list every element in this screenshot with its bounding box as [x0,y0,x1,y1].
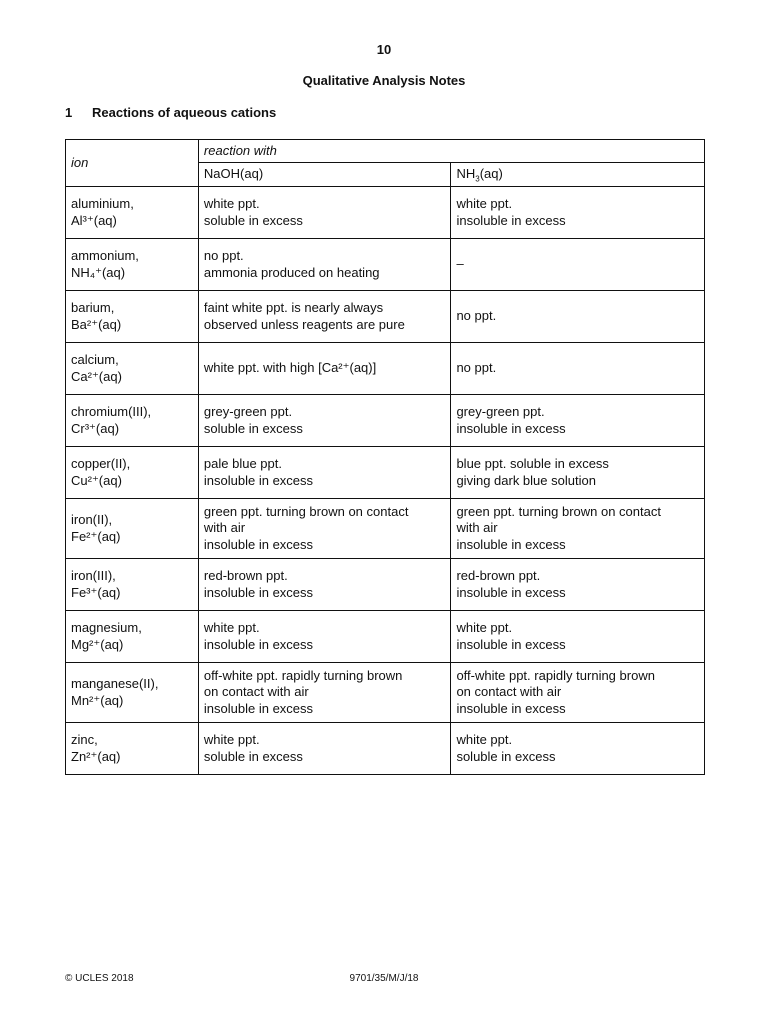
table-row [66,239,705,291]
nh3-reaction-cell [451,187,705,239]
nh3-reaction-line: green ppt. turning brown on contact [456,503,661,519]
ion-formula: Zn²⁺(aq) [71,748,121,764]
naoh-reaction-line: off-white ppt. rapidly turning brown [203,667,403,683]
nh3-reaction-line: no ppt. [456,360,497,376]
ion-name: calcium, [71,352,119,367]
section-heading [65,105,276,120]
nh3-reaction-line: insoluble in excess [456,700,566,716]
table-row [66,663,705,723]
ion-name: barium, [71,300,115,315]
naoh-reaction-line: pale blue ppt. [203,456,282,471]
naoh-reaction-line: white ppt. [203,620,260,635]
nh3-reaction-line: on contact with air [456,684,562,700]
naoh-reaction-line: observed unless reagents are pure [203,316,405,332]
ion-formula: Cr³⁺(aq) [71,420,120,436]
ion-formula: Mn²⁺(aq) [71,692,124,708]
nh3-reaction-cell [451,559,705,611]
nh3-reaction-cell [451,395,705,447]
nh3-reaction-line: insoluble in excess [456,584,566,600]
nh3-reaction-line: off-white ppt. rapidly turning brown [456,667,655,683]
naoh-reaction-line: grey-green ppt. [203,404,293,419]
ion-cell [66,499,199,559]
table-row [66,343,705,395]
nh3-reaction-line: no ppt. [456,308,497,324]
table-body [66,187,705,775]
ion-formula: Mg²⁺(aq) [71,636,124,652]
section-number: 1 [65,105,73,120]
naoh-reaction-cell [198,343,451,395]
nh3-column-header [451,163,705,187]
naoh-reaction-cell [198,447,451,499]
ion-column-header: ion [66,140,199,187]
ion-formula: Fe²⁺(aq) [71,528,121,544]
footer-paper-code: 9701/35/M/J/18 [349,973,419,984]
naoh-reaction-line: with air [203,520,246,536]
ion-cell [66,447,199,499]
nh3-reaction-line: insoluble in excess [456,636,566,652]
naoh-reaction-cell [198,239,451,291]
naoh-reaction-line: soluble in excess [203,748,303,764]
ion-name: manganese(II), [71,676,159,691]
footer-copyright: © UCLES 2018 [65,973,134,984]
nh3-reaction-line: – [456,256,464,272]
ion-cell [66,559,199,611]
table-row [66,291,705,343]
naoh-reaction-line: white ppt. with high [Ca²⁺(aq)] [203,360,377,376]
ion-formula: Cu²⁺(aq) [71,472,122,488]
nh3-reaction-line: with air [456,520,498,536]
nh3-reaction-cell [451,611,705,663]
table-row [66,723,705,775]
nh3-reaction-cell [451,723,705,775]
table-row [66,499,705,559]
naoh-reaction-line: ammonia produced on heating [203,264,380,280]
naoh-reaction-line: insoluble in excess [203,700,314,716]
nh3-reaction-line: grey-green ppt. [456,404,545,419]
section-title: Reactions of aqueous cations [92,105,277,120]
nh3-reaction-line: insoluble in excess [456,212,566,228]
page-title: Qualitative Analysis Notes [302,73,466,88]
nh3-reaction-line: white ppt. [456,196,513,211]
naoh-reaction-line: red-brown ppt. [203,568,288,583]
naoh-reaction-line: green ppt. turning brown on contact [203,503,409,519]
ion-cell [66,187,199,239]
nh3-reaction-cell [451,663,705,723]
ion-formula: Ba²⁺(aq) [71,316,122,332]
reaction-with-header: reaction with [198,140,704,163]
naoh-reaction-line: faint white ppt. is nearly always [203,300,384,315]
ion-formula: Al³⁺(aq) [71,212,117,228]
nh3-reaction-line: white ppt. [456,620,513,635]
naoh-reaction-cell [198,187,451,239]
ion-cell [66,239,199,291]
naoh-reaction-cell [198,395,451,447]
nh3-reaction-cell [451,447,705,499]
nh3-reaction-line: blue ppt. soluble in excess [456,456,609,471]
naoh-reaction-line: insoluble in excess [203,584,314,600]
naoh-reaction-line: white ppt. [203,196,260,211]
ion-name: ammonium, [71,248,139,263]
ion-cell [66,663,199,723]
nh3-reaction-line: white ppt. [456,732,513,747]
table-row [66,187,705,239]
naoh-reaction-line: soluble in excess [203,212,303,228]
naoh-reaction-line: on contact with air [203,684,309,700]
nh3-reaction-cell [451,499,705,559]
table-row [66,611,705,663]
naoh-reaction-cell [198,723,451,775]
nh3-reaction-line: giving dark blue solution [456,472,596,488]
nh3-reaction-cell [451,343,705,395]
nh3-header-subscript: 3 [475,174,480,184]
nh3-reaction-cell [451,239,705,291]
ion-name: chromium(III), [71,404,152,419]
ion-name: aluminium, [71,196,134,211]
ion-name: magnesium, [71,620,142,635]
ion-cell [66,291,199,343]
table-row [66,395,705,447]
naoh-column-header: NaOH(aq) [198,163,451,187]
nh3-reaction-line: red-brown ppt. [456,568,541,583]
ion-formula: NH₄⁺(aq) [71,264,126,280]
nh3-reaction-line: insoluble in excess [456,420,566,436]
ion-cell [66,611,199,663]
page-number: 10 [376,42,392,57]
ion-name: zinc, [71,732,98,747]
nh3-reaction-line: soluble in excess [456,748,556,764]
ion-formula: Fe³⁺(aq) [71,584,121,600]
cation-reactions-table [65,139,705,775]
nh3-reaction-line: insoluble in excess [456,536,566,552]
naoh-reaction-cell [198,499,451,559]
naoh-reaction-line: insoluble in excess [203,472,314,488]
table-row [66,447,705,499]
nh3-reaction-cell [451,291,705,343]
naoh-reaction-cell [198,559,451,611]
naoh-reaction-line: soluble in excess [203,420,303,436]
nh3-header-suffix: (aq) [479,166,503,182]
naoh-reaction-cell [198,611,451,663]
ion-name: iron(II), [71,512,113,527]
naoh-reaction-line: insoluble in excess [203,536,314,552]
nh3-header-prefix: NH [456,166,476,182]
naoh-reaction-line: insoluble in excess [203,636,314,652]
table-row [66,559,705,611]
ion-name: copper(II), [71,456,131,471]
ion-cell [66,343,199,395]
naoh-reaction-cell [198,291,451,343]
naoh-reaction-cell [198,663,451,723]
naoh-reaction-line: white ppt. [203,732,260,747]
ion-cell [66,723,199,775]
ion-formula: Ca²⁺(aq) [71,368,122,384]
naoh-reaction-line: no ppt. [203,248,244,263]
ion-cell [66,395,199,447]
ion-name: iron(III), [71,568,116,583]
